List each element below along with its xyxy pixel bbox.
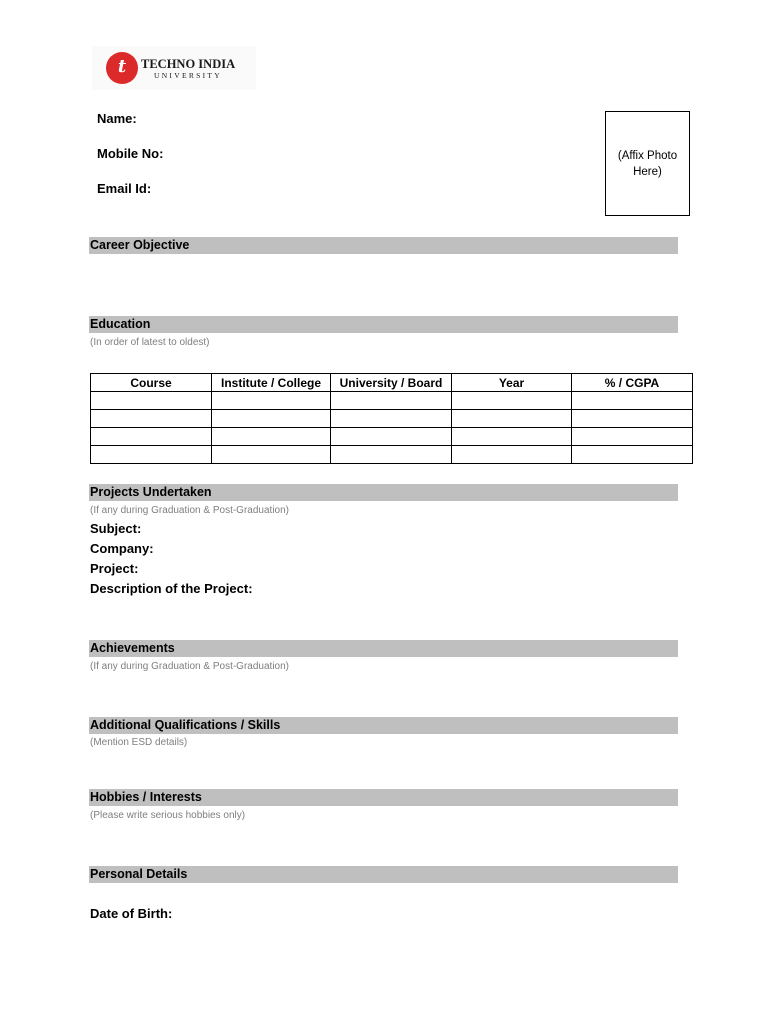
table-cell[interactable] xyxy=(91,446,212,464)
photo-placeholder-text: (Affix Photo Here) xyxy=(617,149,678,178)
career-objective-header xyxy=(89,237,678,254)
table-cell[interactable] xyxy=(212,428,331,446)
table-cell[interactable] xyxy=(212,392,331,410)
table-cell[interactable] xyxy=(331,446,452,464)
column-header: Institute / College xyxy=(212,374,331,392)
achievements-note: (If any during Graduation & Post-Graduation) xyxy=(90,661,289,672)
table-cell[interactable] xyxy=(91,410,212,428)
qualifications-header xyxy=(89,717,678,734)
column-header: Year xyxy=(452,374,572,392)
table-cell[interactable] xyxy=(91,428,212,446)
hobbies-note: (Please write serious hobbies only) xyxy=(90,810,246,821)
table-row xyxy=(91,410,693,428)
table-header-row xyxy=(91,374,693,392)
table-cell[interactable] xyxy=(212,446,331,464)
section-title: Projects Undertaken xyxy=(90,485,212,499)
table-cell[interactable] xyxy=(212,410,331,428)
table-cell[interactable] xyxy=(91,392,212,410)
section-title: Personal Details xyxy=(90,867,188,881)
table-row xyxy=(91,392,693,410)
logo-mark-icon: t xyxy=(106,52,138,84)
project-description-label: Description of the Project: xyxy=(90,581,253,596)
column-header: % / CGPA xyxy=(572,374,693,392)
mobile-label: Mobile No: xyxy=(97,146,164,161)
photo-box xyxy=(605,111,690,216)
name-label: Name: xyxy=(97,111,137,126)
table-row xyxy=(91,428,693,446)
table-cell[interactable] xyxy=(452,428,572,446)
section-title: Career Objective xyxy=(90,238,190,252)
logo-name: TECHNO INDIA xyxy=(141,57,236,71)
qualifications-note: (Mention ESD details) xyxy=(90,737,188,748)
table-cell[interactable] xyxy=(572,392,693,410)
personal-details-header xyxy=(89,866,678,883)
projects-note: (If any during Graduation & Post-Graduation) xyxy=(90,505,289,516)
table-cell[interactable] xyxy=(572,446,693,464)
table-cell[interactable] xyxy=(452,392,572,410)
column-header: Course xyxy=(91,374,212,392)
hobbies-header xyxy=(89,789,678,806)
achievements-header xyxy=(89,640,678,657)
education-table xyxy=(90,373,693,464)
project-label: Project: xyxy=(90,561,139,576)
education-header xyxy=(89,316,678,333)
section-title: Additional Qualifications / Skills xyxy=(90,718,281,732)
table-cell[interactable] xyxy=(331,392,452,410)
dob-label: Date of Birth: xyxy=(90,906,173,921)
email-label: Email Id: xyxy=(97,181,152,196)
table-cell[interactable] xyxy=(572,410,693,428)
table-cell[interactable] xyxy=(331,410,452,428)
column-header: University / Board xyxy=(331,374,452,392)
university-logo xyxy=(92,46,256,90)
education-note: (In order of latest to oldest) xyxy=(90,337,210,348)
table-cell[interactable] xyxy=(572,428,693,446)
projects-header xyxy=(89,484,678,501)
logo-subtitle: UNIVERSITY xyxy=(154,71,222,80)
table-cell[interactable] xyxy=(452,446,572,464)
subject-label: Subject: xyxy=(90,521,142,536)
section-title: Education xyxy=(90,317,151,331)
table-cell[interactable] xyxy=(452,410,572,428)
company-label: Company: xyxy=(90,541,154,556)
section-title: Achievements xyxy=(90,641,175,655)
table-cell[interactable] xyxy=(331,428,452,446)
section-title: Hobbies / Interests xyxy=(90,790,202,804)
table-row xyxy=(91,446,693,464)
